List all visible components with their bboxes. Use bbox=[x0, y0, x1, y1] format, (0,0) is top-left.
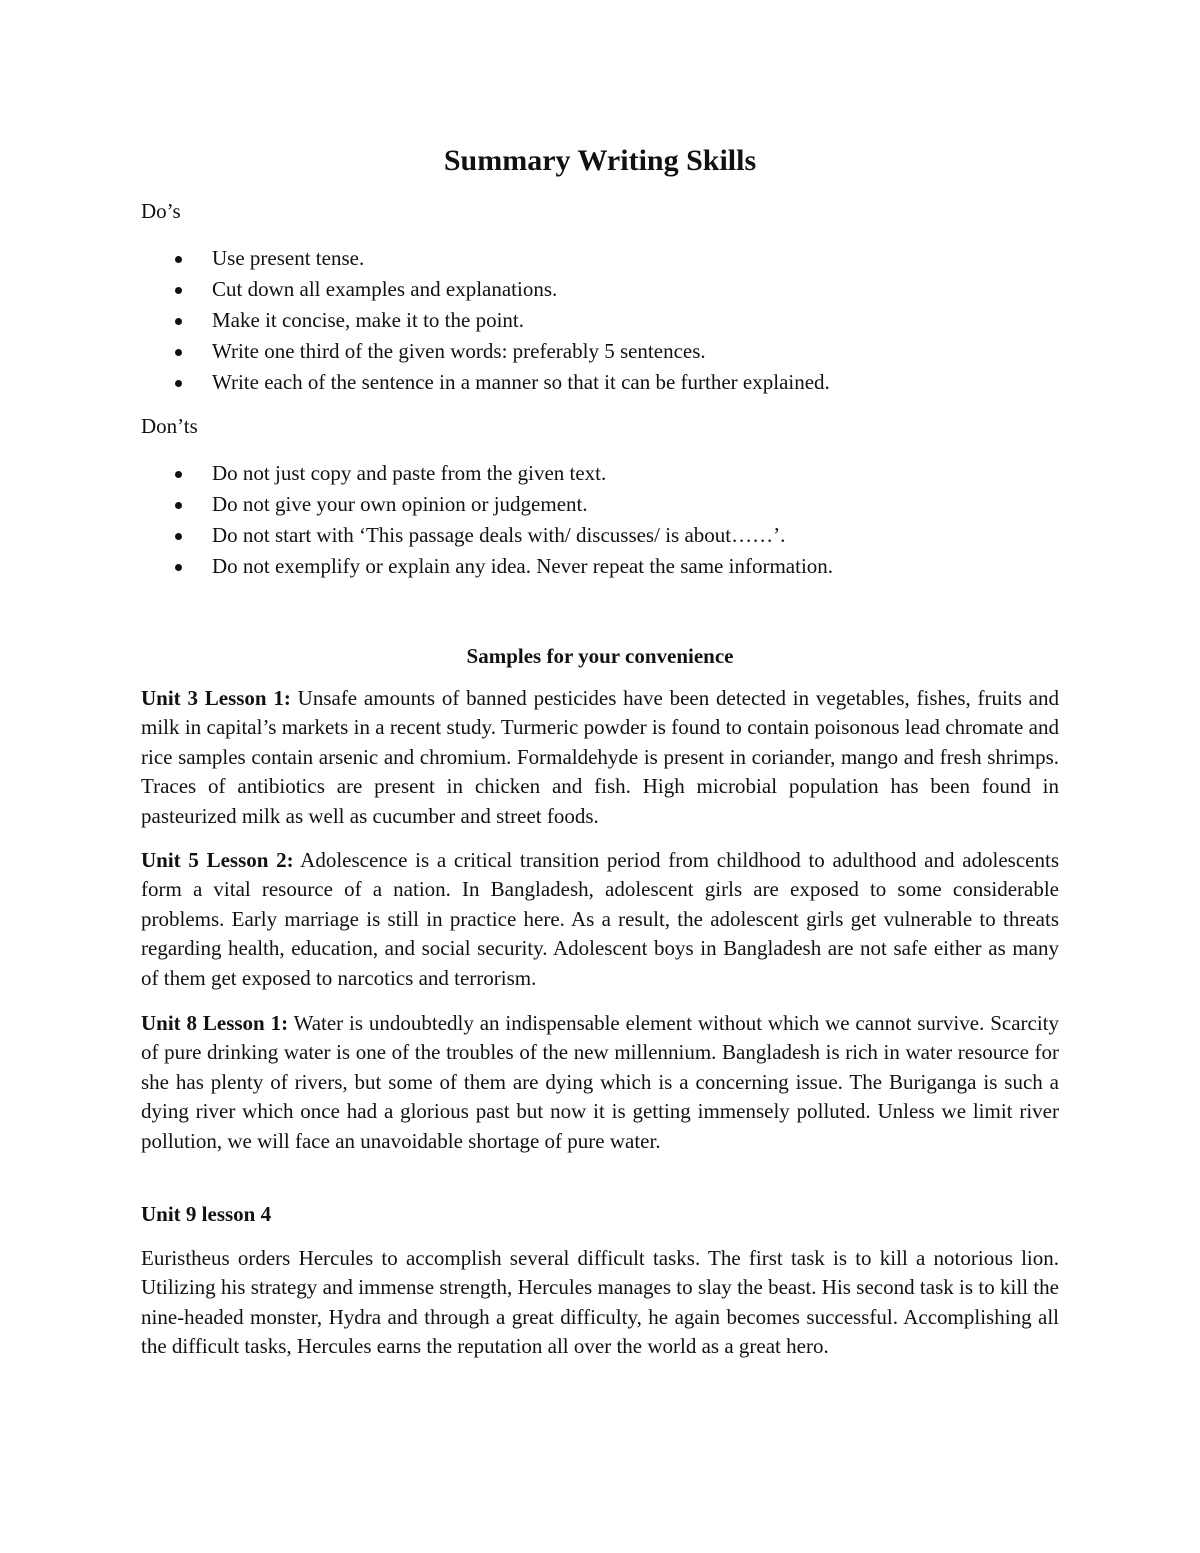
dos-item bbox=[141, 367, 830, 398]
dos-heading: Do’s bbox=[141, 199, 181, 223]
unit-label: Unit 3 Lesson 1: bbox=[141, 686, 291, 710]
unit-paragraph bbox=[141, 1009, 1059, 1156]
dos-item-text: Make it concise, make it to the point. bbox=[212, 308, 525, 332]
bullet-icon bbox=[175, 318, 182, 325]
bullet-icon bbox=[175, 256, 182, 263]
dos-item bbox=[141, 274, 830, 305]
unit-label: Unit 8 Lesson 1: bbox=[141, 1011, 289, 1035]
unit9-heading: Unit 9 lesson 4 bbox=[141, 1202, 272, 1226]
donts-list bbox=[141, 458, 833, 582]
donts-item bbox=[141, 489, 833, 520]
samples-heading: Samples for your convenience bbox=[466, 644, 734, 668]
dos-item-text: Write one third of the given words: preferably 5 sentences. bbox=[212, 339, 706, 363]
dos-item-text: Write each of the sentence in a manner so that it can be further explained. bbox=[212, 370, 830, 394]
bullet-icon bbox=[175, 502, 182, 509]
bullet-icon bbox=[175, 471, 182, 478]
unit-text: Water is undoubtedly an indispensable element without which we cannot survive. Scarcity of pure drinking water is one of the troubles of the new millennium. Bangladesh is rich in water resource for she has plenty of rivers, but some of them are dying which is a concerning issue. The Buriganga is such a dying river which once had a glorious past but now it is getting immensely polluted. Unless we limit river pollution, we will face an unavoidable shortage of pure water. bbox=[141, 1011, 1059, 1153]
dos-item-text: Cut down all examples and explanations. bbox=[212, 277, 558, 301]
dos-item bbox=[141, 243, 830, 274]
donts-item bbox=[141, 551, 833, 582]
donts-item-text: Do not exemplify or explain any idea. Never repeat the same information. bbox=[212, 554, 834, 578]
unit-text: Unsafe amounts of banned pesticides have been detected in vegetables, fishes, fruits and milk in capital’s markets in a recent study. Turmeric powder is found to contain poisonous lead chromate and rice samples contain arsenic and chromium. Formaldehyde is present in coriander, mango and fresh shrimps. Traces of antibiotics are present in chicken and fish. High microbial population has been found in pasteurized milk as well as cucumber and street foods. bbox=[141, 686, 1059, 828]
donts-item-text: Do not start with ‘This passage deals with/ discusses/ is about……’. bbox=[212, 523, 786, 547]
bullet-icon bbox=[175, 287, 182, 294]
unit-paragraph bbox=[141, 684, 1059, 831]
bullet-icon bbox=[175, 533, 182, 540]
donts-item bbox=[141, 520, 833, 551]
donts-item bbox=[141, 458, 833, 489]
unit-text: Adolescence is a critical transition period from childhood to adulthood and adolescents form a vital resource of a nation. In Bangladesh, adolescent girls are exposed to some considerable problems. Early marriage is still in practice here. As a result, the adolescent girls get vulnerable to threats regarding health, education, and social security. Adolescent boys in Bangladesh are not safe either as many of them get exposed to narcotics and terrorism. bbox=[141, 848, 1059, 990]
dos-item bbox=[141, 305, 830, 336]
bullet-icon bbox=[175, 349, 182, 356]
donts-item-text: Do not just copy and paste from the given text. bbox=[212, 461, 607, 485]
unit-paragraph bbox=[141, 846, 1059, 993]
document-title: Summary Writing Skills bbox=[443, 144, 757, 177]
unit9-paragraph: Euristheus orders Hercules to accomplish several difficult tasks. The first task is to kill a notorious lion. Utilizing his strategy and immense strength, Hercules manages to slay the beast. His second task is to kill the nine-headed monster, Hydra and through a great difficulty, he again becomes successful. Accomplishing all the difficult tasks, Hercules earns the reputation all over the world as a great hero. bbox=[141, 1246, 1059, 1359]
dos-item-text: Use present tense. bbox=[212, 246, 365, 270]
bullet-icon bbox=[175, 380, 182, 387]
dos-list bbox=[141, 243, 830, 398]
dos-item bbox=[141, 336, 830, 367]
donts-item-text: Do not give your own opinion or judgement. bbox=[212, 492, 588, 516]
donts-heading: Don’ts bbox=[141, 414, 198, 438]
unit-label: Unit 5 Lesson 2: bbox=[141, 848, 294, 872]
bullet-icon bbox=[175, 564, 182, 571]
